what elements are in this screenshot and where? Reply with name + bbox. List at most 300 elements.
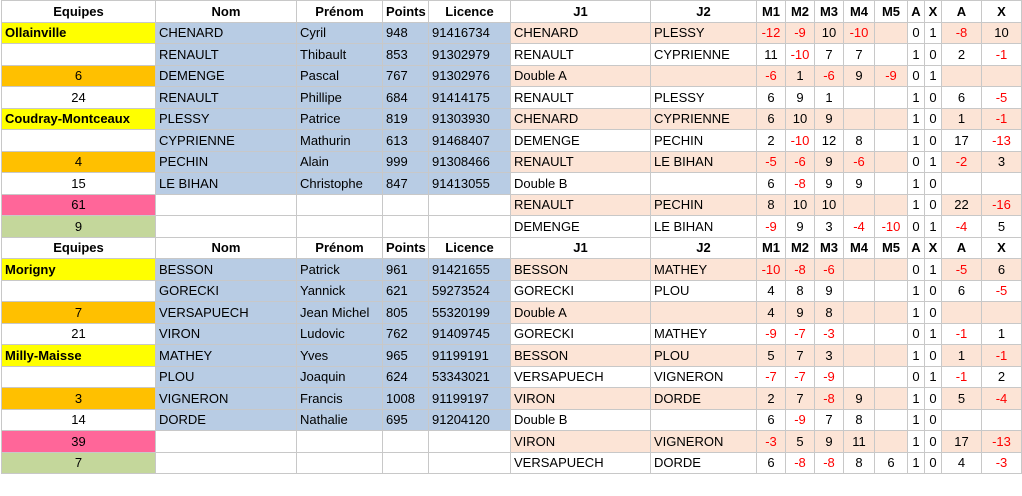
player-licence-cell[interactable]: 91413055 [429,173,511,195]
match-x2-cell[interactable]: 10 [982,22,1022,44]
match-m5-cell[interactable] [875,194,908,216]
match-x-cell[interactable]: 0 [925,108,942,130]
match-m5-cell[interactable] [875,44,908,66]
match-a2-cell[interactable]: 17 [942,431,982,453]
match-m4-cell[interactable]: 9 [844,388,875,410]
match-m4-cell[interactable]: 8 [844,409,875,431]
match-a-cell[interactable]: 1 [908,280,925,302]
match-x-cell[interactable]: 1 [925,366,942,388]
player-nom-cell[interactable]: GORECKI [156,280,297,302]
player-points-cell[interactable]: 853 [383,44,429,66]
match-m2-cell[interactable]: 1 [786,65,815,87]
player-licence-cell[interactable] [429,452,511,474]
match-j2-cell[interactable]: LE BIHAN [651,216,757,238]
match-a-cell[interactable]: 1 [908,130,925,152]
match-a2-cell[interactable]: 1 [942,108,982,130]
match-a-cell[interactable]: 1 [908,431,925,453]
match-m2-cell[interactable]: -8 [786,259,815,281]
match-j2-cell[interactable]: DORDE [651,388,757,410]
match-m2-cell[interactable]: 7 [786,388,815,410]
team-info-cell[interactable]: 6 [2,65,156,87]
match-a-cell[interactable]: 0 [908,65,925,87]
match-m1-cell[interactable]: -10 [757,259,786,281]
match-j1-cell[interactable]: VIRON [511,388,651,410]
match-x2-cell[interactable]: -1 [982,44,1022,66]
match-j1-cell[interactable]: Double B [511,409,651,431]
match-j1-cell[interactable]: RENAULT [511,151,651,173]
match-a2-cell[interactable]: -5 [942,259,982,281]
match-a-cell[interactable]: 0 [908,151,925,173]
team-info-cell[interactable]: 14 [2,409,156,431]
player-licence-cell[interactable]: 91302976 [429,65,511,87]
match-a2-cell[interactable]: 1 [942,345,982,367]
match-x2-cell[interactable]: -13 [982,130,1022,152]
match-m2-cell[interactable]: 10 [786,194,815,216]
match-m4-cell[interactable] [844,345,875,367]
match-j2-cell[interactable] [651,65,757,87]
match-x-cell[interactable]: 0 [925,87,942,109]
match-m4-cell[interactable] [844,194,875,216]
match-j2-cell[interactable]: CYPRIENNE [651,44,757,66]
player-licence-cell[interactable] [429,431,511,453]
match-m1-cell[interactable]: -3 [757,431,786,453]
match-m4-cell[interactable]: 8 [844,130,875,152]
match-x2-cell[interactable] [982,409,1022,431]
match-a2-cell[interactable]: 5 [942,388,982,410]
match-a-cell[interactable]: 1 [908,302,925,324]
match-x-cell[interactable]: 1 [925,151,942,173]
player-nom-cell[interactable]: CHENARD [156,22,297,44]
team-info-cell[interactable]: Coudray-Montceaux [2,108,156,130]
match-j2-cell[interactable]: PLOU [651,345,757,367]
player-points-cell[interactable]: 624 [383,366,429,388]
player-licence-cell[interactable]: 91302979 [429,44,511,66]
match-m1-cell[interactable]: 4 [757,280,786,302]
match-a-cell[interactable]: 1 [908,173,925,195]
match-m3-cell[interactable]: -3 [815,323,844,345]
player-licence-cell[interactable]: 91409745 [429,323,511,345]
player-prenom-cell[interactable]: Patrice [297,108,383,130]
match-m4-cell[interactable] [844,259,875,281]
match-m3-cell[interactable]: -9 [815,366,844,388]
player-nom-cell[interactable] [156,452,297,474]
match-a-cell[interactable]: 0 [908,366,925,388]
match-m5-cell[interactable] [875,151,908,173]
match-x-cell[interactable]: 0 [925,409,942,431]
match-m4-cell[interactable]: 9 [844,65,875,87]
player-licence-cell[interactable]: 55320199 [429,302,511,324]
match-a2-cell[interactable]: 6 [942,87,982,109]
match-m5-cell[interactable] [875,108,908,130]
empty-cell[interactable] [2,280,156,302]
match-x-cell[interactable]: 1 [925,65,942,87]
match-m1-cell[interactable]: -7 [757,366,786,388]
player-licence-cell[interactable]: 53343021 [429,366,511,388]
match-j2-cell[interactable]: MATHEY [651,259,757,281]
match-m1-cell[interactable]: 2 [757,388,786,410]
match-x-cell[interactable]: 1 [925,323,942,345]
match-x2-cell[interactable]: -16 [982,194,1022,216]
match-x2-cell[interactable] [982,302,1022,324]
team-info-cell[interactable]: 61 [2,194,156,216]
team-info-cell[interactable]: 24 [2,87,156,109]
match-m1-cell[interactable]: 11 [757,44,786,66]
match-x2-cell[interactable]: -5 [982,280,1022,302]
match-m3-cell[interactable]: 3 [815,345,844,367]
match-j1-cell[interactable]: VERSAPUECH [511,452,651,474]
match-j2-cell[interactable]: PLESSY [651,87,757,109]
match-x2-cell[interactable]: 6 [982,259,1022,281]
match-m4-cell[interactable] [844,323,875,345]
match-j2-cell[interactable]: PLOU [651,280,757,302]
match-x2-cell[interactable]: -5 [982,87,1022,109]
match-m3-cell[interactable]: 9 [815,173,844,195]
match-a-cell[interactable]: 0 [908,22,925,44]
match-a2-cell[interactable]: 2 [942,44,982,66]
player-points-cell[interactable]: 819 [383,108,429,130]
empty-cell[interactable] [2,44,156,66]
match-j1-cell[interactable]: BESSON [511,345,651,367]
match-x-cell[interactable]: 0 [925,302,942,324]
match-m4-cell[interactable]: -4 [844,216,875,238]
player-nom-cell[interactable] [156,194,297,216]
match-m5-cell[interactable] [875,87,908,109]
match-j1-cell[interactable]: DEMENGE [511,130,651,152]
match-m2-cell[interactable]: -8 [786,452,815,474]
match-m2-cell[interactable]: -9 [786,409,815,431]
match-j2-cell[interactable] [651,302,757,324]
team-info-cell[interactable]: 4 [2,151,156,173]
match-m1-cell[interactable]: -12 [757,22,786,44]
match-a-cell[interactable]: 0 [908,216,925,238]
match-x2-cell[interactable]: 3 [982,151,1022,173]
match-x-cell[interactable]: 0 [925,194,942,216]
match-j2-cell[interactable]: VIGNERON [651,431,757,453]
match-m4-cell[interactable]: 8 [844,452,875,474]
match-m3-cell[interactable]: -6 [815,65,844,87]
match-m1-cell[interactable]: -6 [757,65,786,87]
match-m3-cell[interactable]: 7 [815,409,844,431]
match-m4-cell[interactable] [844,366,875,388]
player-licence-cell[interactable]: 91204120 [429,409,511,431]
match-m4-cell[interactable] [844,108,875,130]
player-points-cell[interactable]: 965 [383,345,429,367]
match-j1-cell[interactable]: VIRON [511,431,651,453]
match-x-cell[interactable]: 0 [925,130,942,152]
team-info-cell[interactable]: 21 [2,323,156,345]
player-prenom-cell[interactable] [297,452,383,474]
player-licence-cell[interactable]: 91468407 [429,130,511,152]
match-j2-cell[interactable]: PECHIN [651,194,757,216]
match-j1-cell[interactable]: DEMENGE [511,216,651,238]
player-points-cell[interactable] [383,431,429,453]
player-licence-cell[interactable]: 91416734 [429,22,511,44]
match-x-cell[interactable]: 1 [925,259,942,281]
player-nom-cell[interactable]: VIRON [156,323,297,345]
match-x2-cell[interactable]: -13 [982,431,1022,453]
match-m1-cell[interactable]: -9 [757,323,786,345]
player-points-cell[interactable]: 767 [383,65,429,87]
match-x-cell[interactable]: 1 [925,22,942,44]
player-nom-cell[interactable] [156,216,297,238]
player-prenom-cell[interactable]: Francis [297,388,383,410]
match-m3-cell[interactable]: 9 [815,151,844,173]
match-a2-cell[interactable] [942,65,982,87]
match-m5-cell[interactable]: -9 [875,65,908,87]
match-m2-cell[interactable]: -6 [786,151,815,173]
team-info-cell[interactable]: 15 [2,173,156,195]
match-j2-cell[interactable] [651,173,757,195]
match-x2-cell[interactable]: -3 [982,452,1022,474]
match-m4-cell[interactable] [844,280,875,302]
match-m2-cell[interactable]: -9 [786,22,815,44]
match-j2-cell[interactable]: MATHEY [651,323,757,345]
match-m2-cell[interactable]: -8 [786,173,815,195]
player-prenom-cell[interactable]: Yves [297,345,383,367]
match-m5-cell[interactable] [875,409,908,431]
player-nom-cell[interactable]: MATHEY [156,345,297,367]
match-m2-cell[interactable]: -7 [786,323,815,345]
match-m1-cell[interactable]: 2 [757,130,786,152]
match-a2-cell[interactable]: 17 [942,130,982,152]
match-m3-cell[interactable]: 12 [815,130,844,152]
match-x2-cell[interactable]: 2 [982,366,1022,388]
match-m4-cell[interactable]: 9 [844,173,875,195]
match-a-cell[interactable]: 1 [908,345,925,367]
match-m4-cell[interactable]: -10 [844,22,875,44]
match-a2-cell[interactable] [942,409,982,431]
match-m5-cell[interactable] [875,280,908,302]
match-x-cell[interactable]: 0 [925,431,942,453]
match-m4-cell[interactable] [844,87,875,109]
match-j2-cell[interactable]: CYPRIENNE [651,108,757,130]
match-j1-cell[interactable]: Double A [511,65,651,87]
player-licence-cell[interactable]: 91414175 [429,87,511,109]
player-prenom-cell[interactable]: Alain [297,151,383,173]
player-licence-cell[interactable] [429,194,511,216]
match-j1-cell[interactable]: Double B [511,173,651,195]
empty-cell[interactable] [2,130,156,152]
match-a2-cell[interactable]: 6 [942,280,982,302]
match-a-cell[interactable]: 1 [908,87,925,109]
match-j1-cell[interactable]: VERSAPUECH [511,366,651,388]
match-m3-cell[interactable]: 9 [815,431,844,453]
player-prenom-cell[interactable]: Mathurin [297,130,383,152]
match-m4-cell[interactable]: -6 [844,151,875,173]
match-x-cell[interactable]: 0 [925,44,942,66]
match-m1-cell[interactable]: 6 [757,409,786,431]
player-prenom-cell[interactable]: Thibault [297,44,383,66]
match-m5-cell[interactable] [875,323,908,345]
player-points-cell[interactable]: 948 [383,22,429,44]
match-j1-cell[interactable]: GORECKI [511,280,651,302]
player-prenom-cell[interactable]: Joaquin [297,366,383,388]
match-a2-cell[interactable]: -8 [942,22,982,44]
match-x-cell[interactable]: 0 [925,452,942,474]
match-j1-cell[interactable]: RENAULT [511,87,651,109]
player-points-cell[interactable] [383,194,429,216]
match-m3-cell[interactable]: 8 [815,302,844,324]
player-nom-cell[interactable]: RENAULT [156,87,297,109]
team-info-cell[interactable]: 7 [2,302,156,324]
match-m1-cell[interactable]: 8 [757,194,786,216]
match-j2-cell[interactable] [651,409,757,431]
match-m2-cell[interactable]: 9 [786,302,815,324]
match-a-cell[interactable]: 1 [908,194,925,216]
match-j1-cell[interactable]: Double A [511,302,651,324]
match-j1-cell[interactable]: RENAULT [511,194,651,216]
match-m1-cell[interactable]: 6 [757,452,786,474]
match-m5-cell[interactable] [875,22,908,44]
match-a-cell[interactable]: 0 [908,259,925,281]
team-info-cell[interactable]: Ollainville [2,22,156,44]
match-m5-cell[interactable] [875,173,908,195]
player-prenom-cell[interactable]: Yannick [297,280,383,302]
match-m3-cell[interactable]: 7 [815,44,844,66]
match-m1-cell[interactable]: 6 [757,173,786,195]
match-m1-cell[interactable]: 5 [757,345,786,367]
match-m4-cell[interactable] [844,302,875,324]
match-x-cell[interactable]: 1 [925,216,942,238]
match-x2-cell[interactable]: 1 [982,323,1022,345]
match-a-cell[interactable]: 1 [908,388,925,410]
match-m2-cell[interactable]: 9 [786,216,815,238]
player-prenom-cell[interactable]: Phillipe [297,87,383,109]
player-prenom-cell[interactable]: Nathalie [297,409,383,431]
match-j1-cell[interactable]: BESSON [511,259,651,281]
match-m5-cell[interactable] [875,388,908,410]
match-x-cell[interactable]: 0 [925,388,942,410]
match-m5-cell[interactable] [875,431,908,453]
match-a2-cell[interactable]: -4 [942,216,982,238]
match-x2-cell[interactable]: 5 [982,216,1022,238]
match-a-cell[interactable]: 1 [908,452,925,474]
match-m2-cell[interactable]: 5 [786,431,815,453]
match-a2-cell[interactable] [942,173,982,195]
match-a2-cell[interactable]: -2 [942,151,982,173]
player-points-cell[interactable]: 847 [383,173,429,195]
match-m3-cell[interactable]: -8 [815,388,844,410]
player-points-cell[interactable]: 961 [383,259,429,281]
match-a-cell[interactable]: 1 [908,108,925,130]
player-nom-cell[interactable]: PLESSY [156,108,297,130]
match-x2-cell[interactable]: -1 [982,345,1022,367]
match-j1-cell[interactable]: CHENARD [511,108,651,130]
match-m3-cell[interactable]: 10 [815,22,844,44]
match-m5-cell[interactable] [875,302,908,324]
match-j2-cell[interactable]: LE BIHAN [651,151,757,173]
player-licence-cell[interactable] [429,216,511,238]
player-prenom-cell[interactable]: Jean Michel [297,302,383,324]
player-prenom-cell[interactable] [297,431,383,453]
match-j1-cell[interactable]: RENAULT [511,44,651,66]
match-m2-cell[interactable]: 9 [786,87,815,109]
match-x-cell[interactable]: 0 [925,173,942,195]
player-nom-cell[interactable]: VERSAPUECH [156,302,297,324]
match-x2-cell[interactable]: -4 [982,388,1022,410]
player-points-cell[interactable] [383,452,429,474]
player-nom-cell[interactable]: LE BIHAN [156,173,297,195]
match-a2-cell[interactable]: -1 [942,366,982,388]
match-m3-cell[interactable]: 3 [815,216,844,238]
team-info-cell[interactable]: 3 [2,388,156,410]
team-info-cell[interactable]: 39 [2,431,156,453]
match-j2-cell[interactable]: PECHIN [651,130,757,152]
match-m2-cell[interactable]: 7 [786,345,815,367]
player-licence-cell[interactable]: 59273524 [429,280,511,302]
team-info-cell[interactable]: Milly-Maisse [2,345,156,367]
player-nom-cell[interactable]: BESSON [156,259,297,281]
match-m5-cell[interactable]: -10 [875,216,908,238]
match-j1-cell[interactable]: GORECKI [511,323,651,345]
player-nom-cell[interactable] [156,431,297,453]
match-a2-cell[interactable]: -1 [942,323,982,345]
match-m1-cell[interactable]: 6 [757,108,786,130]
match-x-cell[interactable]: 0 [925,280,942,302]
match-j1-cell[interactable]: CHENARD [511,22,651,44]
player-prenom-cell[interactable]: Christophe [297,173,383,195]
player-points-cell[interactable]: 613 [383,130,429,152]
player-points-cell[interactable]: 805 [383,302,429,324]
match-m5-cell[interactable] [875,259,908,281]
player-prenom-cell[interactable] [297,216,383,238]
match-m5-cell[interactable] [875,366,908,388]
match-m2-cell[interactable]: 10 [786,108,815,130]
match-m4-cell[interactable]: 7 [844,44,875,66]
match-j2-cell[interactable]: DORDE [651,452,757,474]
empty-cell[interactable] [2,366,156,388]
match-a2-cell[interactable] [942,302,982,324]
match-x2-cell[interactable] [982,173,1022,195]
player-points-cell[interactable]: 762 [383,323,429,345]
player-points-cell[interactable]: 621 [383,280,429,302]
player-prenom-cell[interactable]: Cyril [297,22,383,44]
match-m2-cell[interactable]: -7 [786,366,815,388]
match-m5-cell[interactable]: 6 [875,452,908,474]
match-m5-cell[interactable] [875,345,908,367]
match-m3-cell[interactable]: -8 [815,452,844,474]
match-m2-cell[interactable]: -10 [786,130,815,152]
match-m1-cell[interactable]: -9 [757,216,786,238]
match-x-cell[interactable]: 0 [925,345,942,367]
player-licence-cell[interactable]: 91308466 [429,151,511,173]
player-points-cell[interactable]: 999 [383,151,429,173]
match-a-cell[interactable]: 0 [908,323,925,345]
match-m1-cell[interactable]: -5 [757,151,786,173]
team-info-cell[interactable]: 7 [2,452,156,474]
player-nom-cell[interactable]: DEMENGE [156,65,297,87]
match-j2-cell[interactable]: VIGNERON [651,366,757,388]
team-info-cell[interactable]: Morigny [2,259,156,281]
match-m3-cell[interactable]: 9 [815,108,844,130]
match-m2-cell[interactable]: 8 [786,280,815,302]
match-m2-cell[interactable]: -10 [786,44,815,66]
player-points-cell[interactable]: 684 [383,87,429,109]
match-x2-cell[interactable]: -1 [982,108,1022,130]
player-prenom-cell[interactable] [297,194,383,216]
match-m3-cell[interactable]: -6 [815,259,844,281]
player-nom-cell[interactable]: CYPRIENNE [156,130,297,152]
player-licence-cell[interactable]: 91199191 [429,345,511,367]
match-m1-cell[interactable]: 4 [757,302,786,324]
match-x2-cell[interactable] [982,65,1022,87]
match-m3-cell[interactable]: 9 [815,280,844,302]
player-prenom-cell[interactable]: Pascal [297,65,383,87]
match-m1-cell[interactable]: 6 [757,87,786,109]
match-m5-cell[interactable] [875,130,908,152]
player-prenom-cell[interactable]: Patrick [297,259,383,281]
match-m3-cell[interactable]: 1 [815,87,844,109]
